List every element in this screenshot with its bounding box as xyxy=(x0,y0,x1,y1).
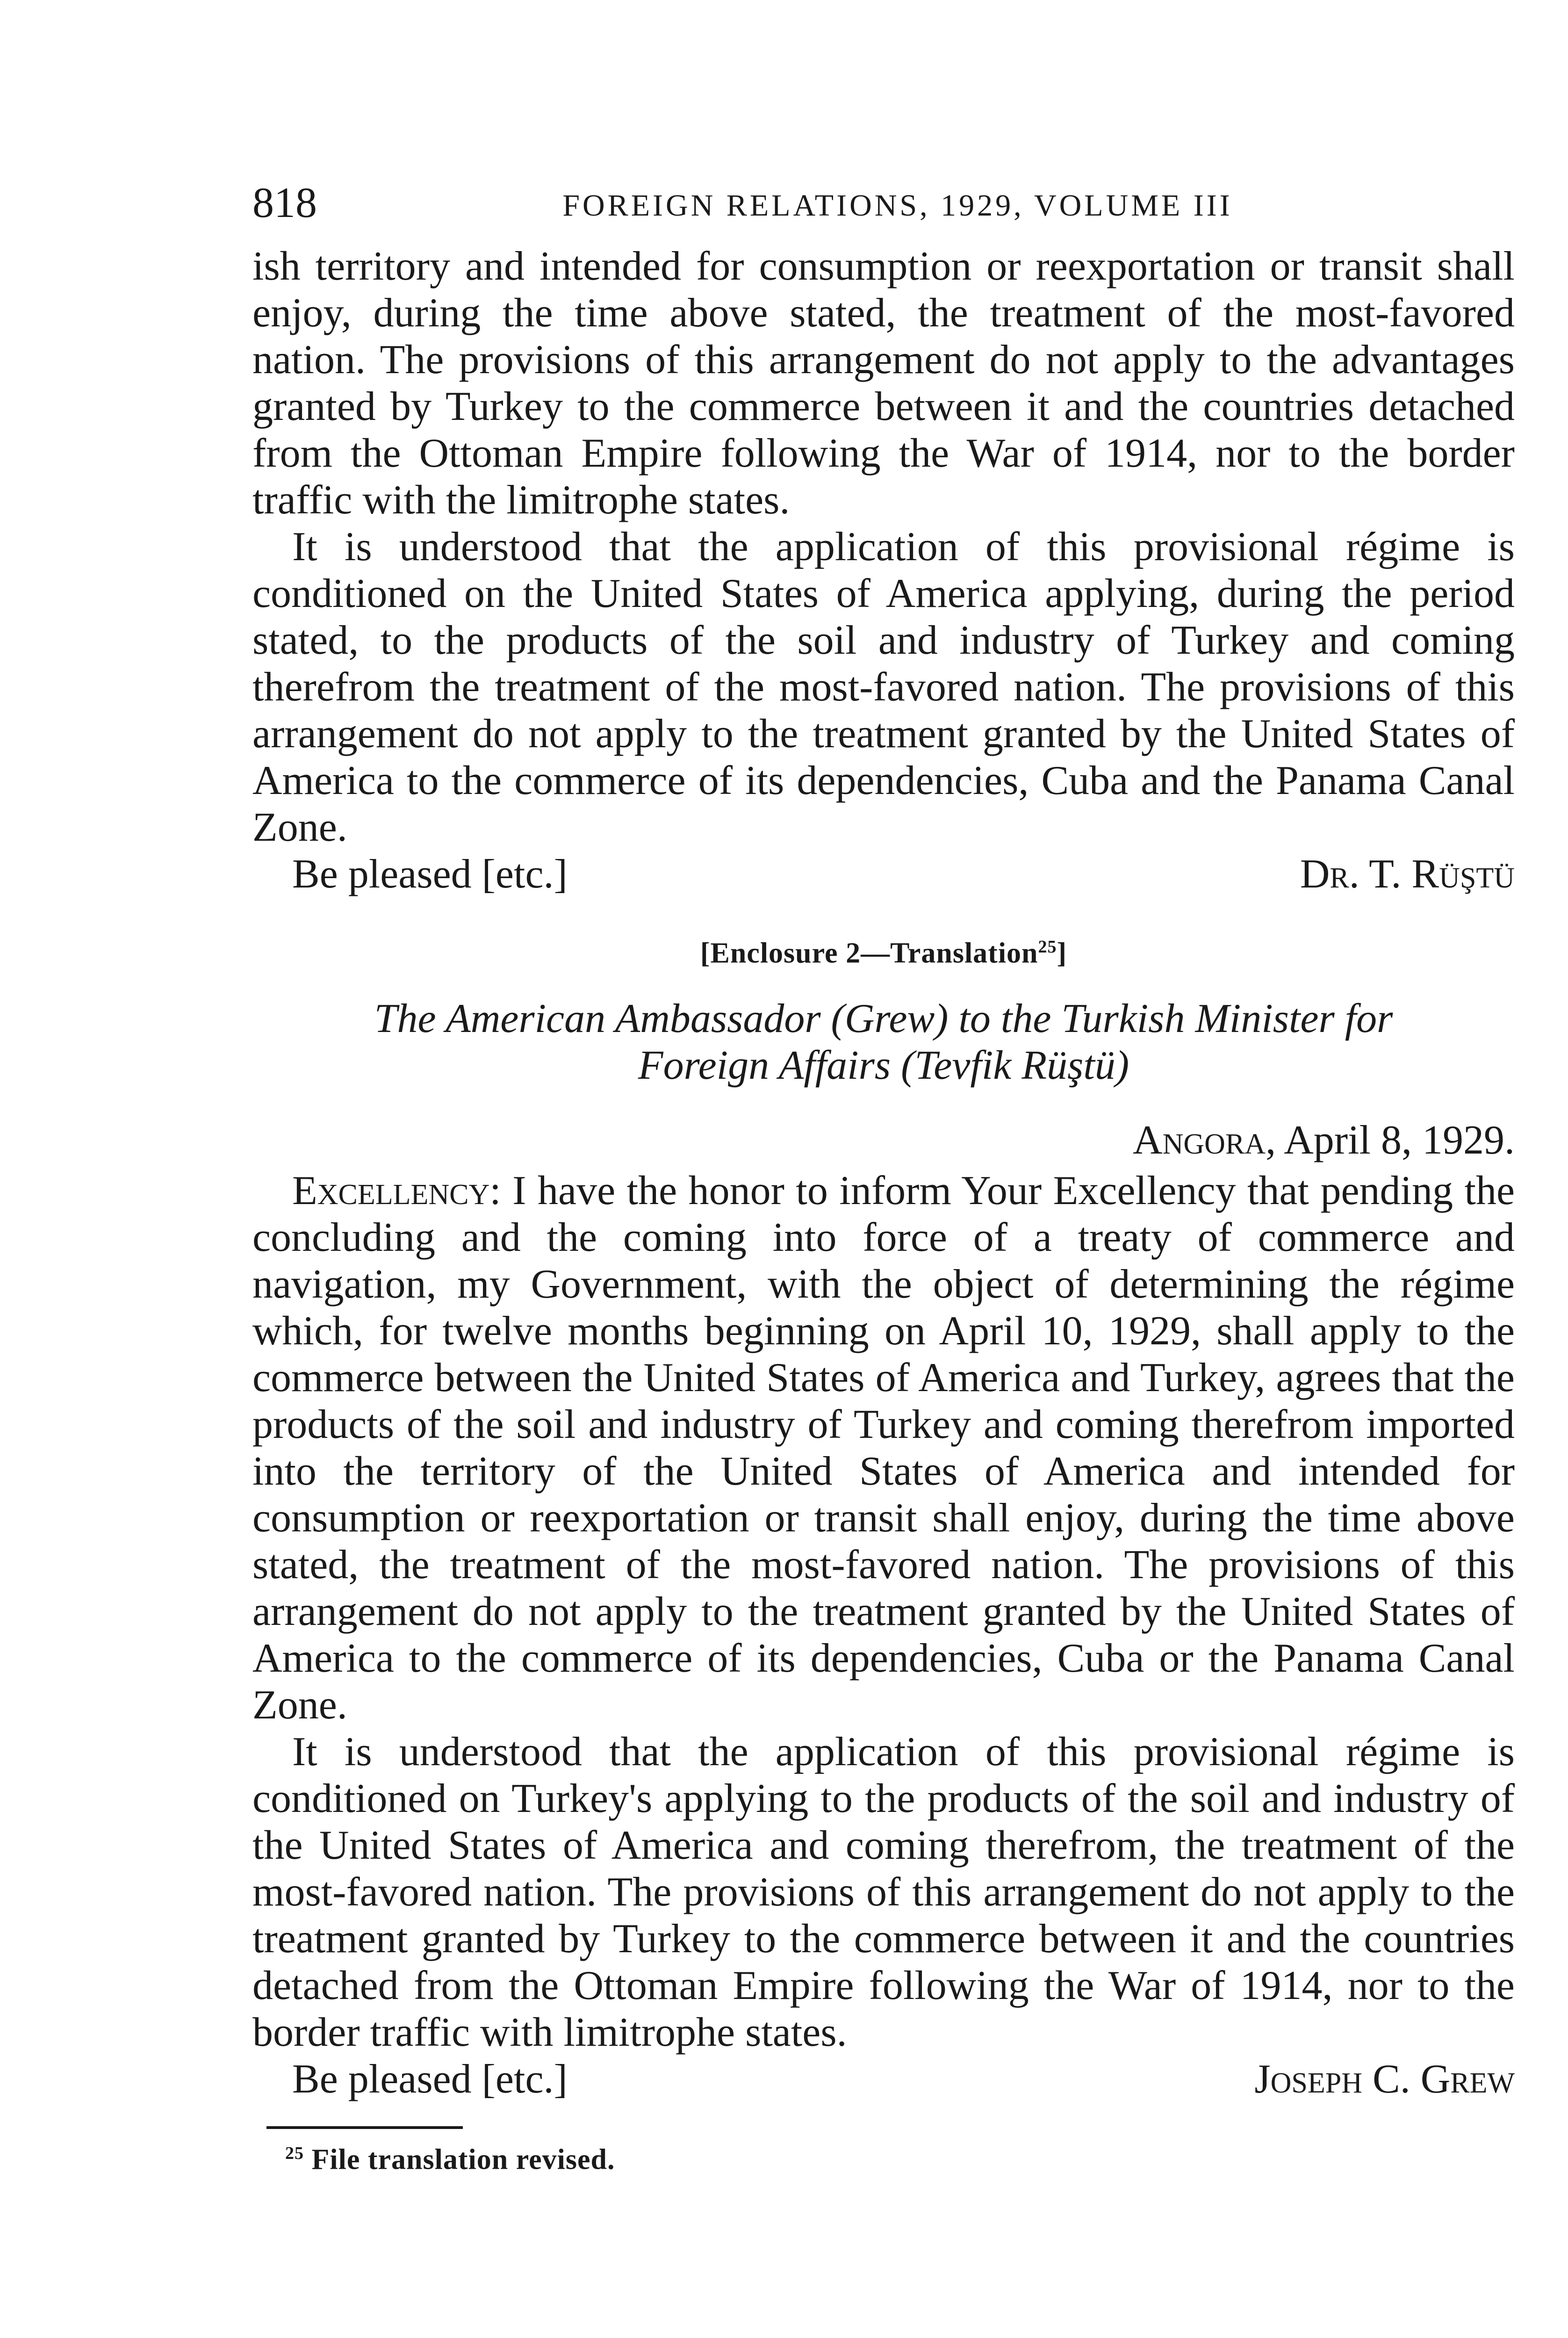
letter-paragraph-2: It is understood that the application of this provisional régime is conditioned on Turkey's applying to the products of the soil and industry of the United States of America and coming therefrom, the treatment of the most-favored nation. The provisions of this arrangement do not apply to the treatment granted by Turkey to the commerce between it and the countries detached from the Ottoman Empire following the War of 1914, nor to the border traffic with limitrophe states. xyxy=(252,1729,1515,2055)
dateline xyxy=(252,1117,1515,1164)
closing-phrase: Be pleased [etc.] xyxy=(292,851,568,897)
footnote-text: File translation revised. xyxy=(304,2143,615,2176)
letter-title xyxy=(252,996,1515,1089)
letter-paragraph-1-text: : I have the honor to inform Your Excellency that pending the concluding and the coming into force of a treaty of commerce and navigation, my Government, with the object of determining the régime which, for twelve months beginning on April 10, 1929, shall apply to the commerce between the United States of America and Turkey, agrees that the products of the soil and industry of Turkey and coming therefrom imported into the territory of the United States of America and intended for consumption or reexportation or transit shall enjoy, during the time above stated, the treatment of the most-favored nation. The provisions of this arrangement do not apply to the treatment granted by the United States of America to the commerce of its dependencies, Cuba or the Panama Canal Zone. xyxy=(252,1168,1515,1728)
letter-paragraph-1 xyxy=(252,1168,1515,1729)
letter-signature: Joseph C. Grew xyxy=(1254,2056,1515,2102)
footnote-reference: 25 xyxy=(1038,937,1057,957)
letter-title-line-2: Foreign Affairs (Tevfik Rüştü) xyxy=(638,1042,1129,1088)
letter-title-line-1: The American Ambassador (Grew) to the Turkish Minister for xyxy=(374,996,1393,1041)
footnote xyxy=(252,2143,1515,2177)
closing-line xyxy=(252,851,1515,898)
footnote-divider xyxy=(266,2126,463,2129)
page-number: 818 xyxy=(252,179,317,226)
signature: Dr. T. Rüştü xyxy=(1300,851,1515,897)
enclosure-label: [Enclosure 2—Translation xyxy=(700,937,1038,969)
dateline-place: Angora xyxy=(1133,1117,1266,1163)
page-header xyxy=(252,178,1515,243)
enclosure-close: ] xyxy=(1057,937,1067,969)
salutation: Excellency xyxy=(292,1168,490,1213)
letter-closing-phrase: Be pleased [etc.] xyxy=(292,2056,568,2102)
running-head: FOREIGN RELATIONS, 1929, VOLUME III xyxy=(562,188,1233,223)
paragraph-continuation: ish territory and intended for consumption or reexportation or transit shall enjoy, during the time above stated, the treatment of the most-favored nation. The provisions of this arrangement do not apply to the advantages granted by Turkey to the commerce between it and the countries detached from the Ottoman Empire following the War of 1914, nor to the border traffic with the limitrophe states. xyxy=(252,244,1515,523)
letter-closing-line xyxy=(252,2056,1515,2103)
paragraph-conditions: It is understood that the application of this provisional régime is conditioned on the United States of America applying, during the period stated, to the products of the soil and industry of Turkey and coming therefrom the treatment of the most-favored nation. The provisions of this arrangement do not apply to the treatment granted by the United States of America to the commerce of its dependencies, Cuba and the Panama Canal Zone. xyxy=(252,524,1515,850)
enclosure-heading xyxy=(252,924,1515,977)
document-page xyxy=(252,178,1515,2176)
body-text xyxy=(252,243,1515,2103)
dateline-date: , April 8, 1929. xyxy=(1266,1117,1515,1163)
footnote-number: 25 xyxy=(285,2143,304,2163)
